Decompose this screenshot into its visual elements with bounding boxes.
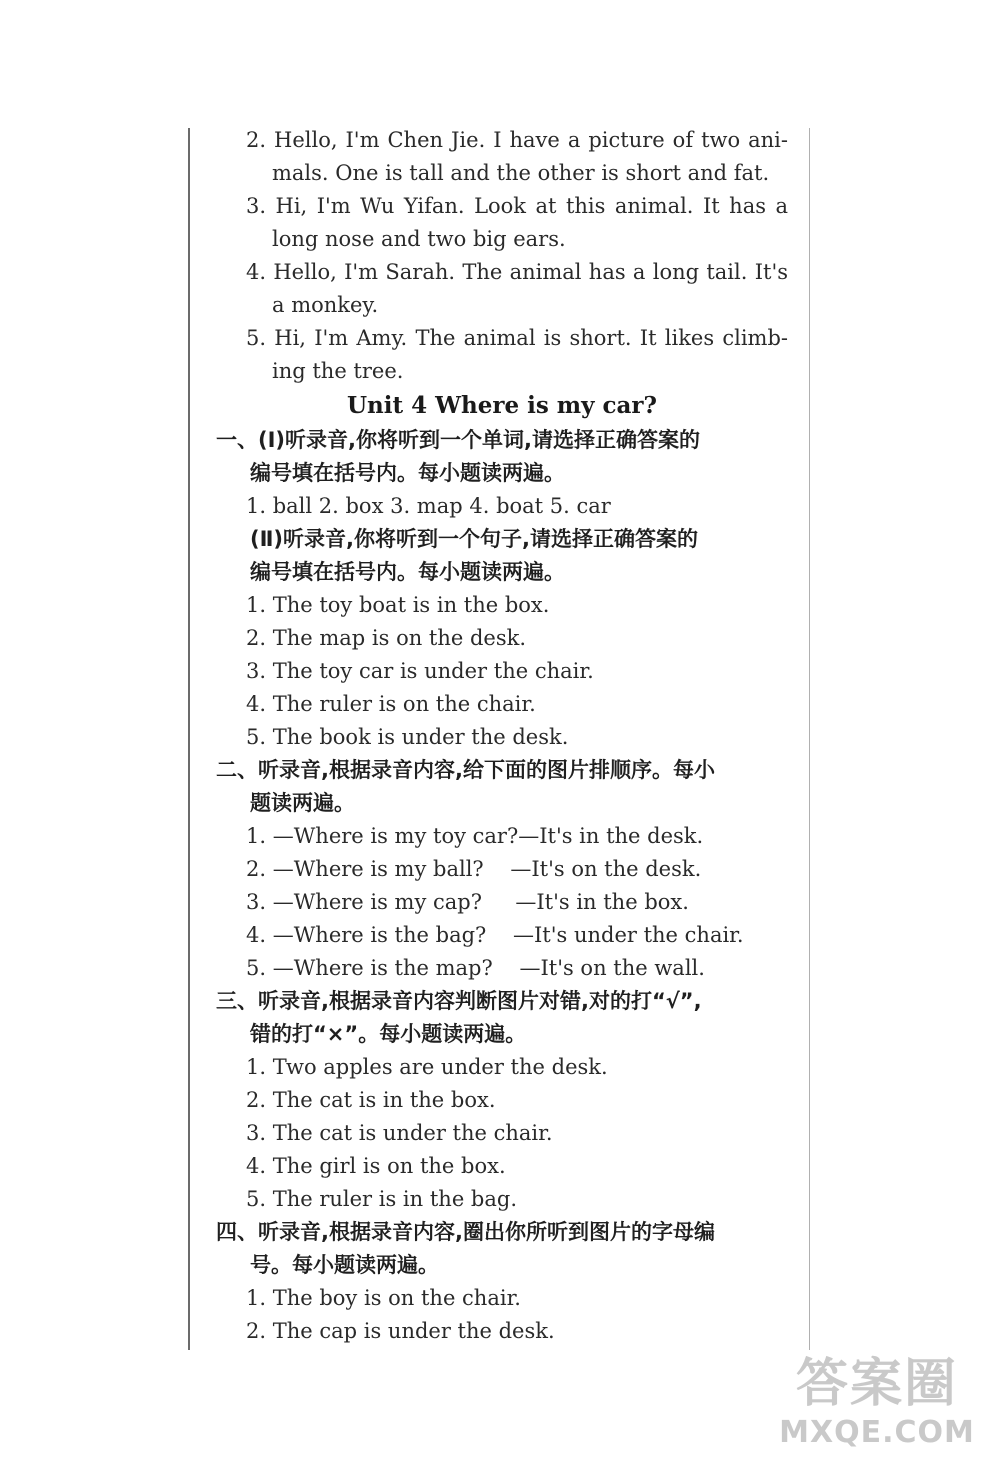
watermark-url-text: MXQE.COM [779, 1415, 975, 1450]
list-item: 2. —Where is my ball? —It's on the desk. [246, 857, 702, 881]
transcript-line: 5. Hi, I'm Amy. The animal is short. It likes climb- [246, 326, 788, 350]
transcript-line: a monkey. [272, 293, 379, 317]
left-margin-rule [188, 128, 190, 1350]
list-item: 2. The map is on the desk. [246, 626, 527, 650]
list-item: 3. The cat is under the chair. [246, 1121, 553, 1145]
transcript-line: long nose and two big ears. [272, 227, 566, 251]
transcript-line: ing the tree. [272, 359, 404, 383]
subsection-instruction: (Ⅱ)听录音,你将听到一个句子,请选择正确答案的 [250, 527, 698, 551]
section-instruction: 错的打“×”。每小题读两遍。 [250, 1022, 527, 1046]
transcript-line: 3. Hi, I'm Wu Yifan. Look at this animal. It has a [246, 194, 788, 218]
unit-title: Unit 4 Where is my car? [346, 392, 657, 419]
transcript-line: 2. Hello, I'm Chen Jie. I have a picture of two ani- [246, 128, 788, 152]
list-item: 3. The toy car is under the chair. [246, 659, 594, 683]
word-list: 1. ball 2. box 3. map 4. boat 5. car [246, 494, 611, 518]
list-item: 5. The book is under the desk. [246, 725, 569, 749]
list-item: 4. —Where is the bag? —It's under the chair. [246, 923, 744, 947]
section-three [216, 985, 788, 1216]
list-item: 5. —Where is the map? —It's on the wall. [246, 956, 705, 980]
section-two [216, 754, 788, 985]
list-item: 1. Two apples are under the desk. [246, 1055, 608, 1079]
section-one [216, 424, 788, 754]
list-item: 2. The cap is under the desk. [246, 1319, 555, 1343]
transcript-line: 4. Hello, I'm Sarah. The animal has a long tail. It's [246, 260, 788, 284]
section-instruction: 题读两遍。 [250, 791, 355, 815]
section-instruction: 三、听录音,根据录音内容判断图片对错,对的打“√”, [216, 989, 702, 1013]
section-instruction: 号。每小题读两遍。 [250, 1253, 439, 1277]
section-instruction: 一、(Ⅰ)听录音,你将听到一个单词,请选择正确答案的 [216, 428, 700, 452]
section-instruction: 编号填在括号内。每小题读两遍。 [250, 461, 565, 485]
list-item: 1. The boy is on the chair. [246, 1286, 521, 1310]
list-item: 1. —Where is my toy car?—It's in the desk. [246, 824, 704, 848]
site-watermark [772, 1353, 982, 1463]
right-margin-rule [809, 128, 810, 1350]
section-instruction: 二、听录音,根据录音内容,给下面的图片排顺序。每小 [216, 758, 715, 782]
list-item: 2. The cat is in the box. [246, 1088, 496, 1112]
previous-unit-transcript [216, 124, 788, 388]
transcript-line: mals. One is tall and the other is short and fat. [272, 161, 770, 185]
list-item: 3. —Where is my cap? —It's in the box. [246, 890, 689, 914]
list-item: 5. The ruler is in the bag. [246, 1187, 518, 1211]
list-item: 1. The toy boat is in the box. [246, 593, 550, 617]
section-four [216, 1216, 788, 1348]
page-content [216, 124, 788, 1348]
section-instruction: 四、听录音,根据录音内容,圈出你所听到图片的字母编 [216, 1220, 715, 1244]
list-item: 4. The girl is on the box. [246, 1154, 506, 1178]
watermark-logo-text: 答案圈 [795, 1354, 958, 1414]
subsection-instruction: 编号填在括号内。每小题读两遍。 [250, 560, 565, 584]
list-item: 4. The ruler is on the chair. [246, 692, 536, 716]
